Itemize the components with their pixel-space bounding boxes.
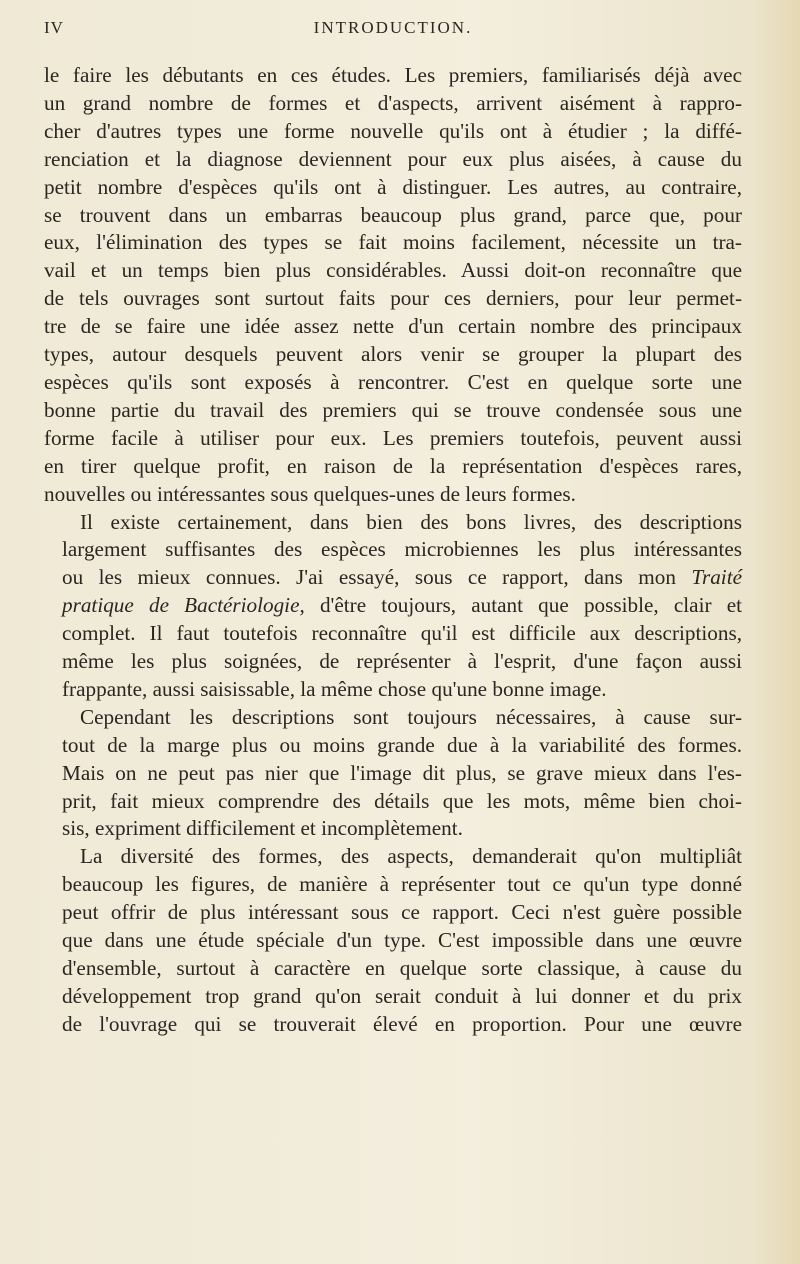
text-fragment: , d'être toujours, autant que possible, clair et — [299, 593, 742, 618]
text-line: frappante, aussi saisissable, la même chose qu'une bonne image. — [62, 676, 607, 701]
text-line: eux, l'élimination des types se fait moins facilement, nécessite un tra- — [44, 230, 742, 255]
text-line: Cependant les descriptions sont toujours nécessaires, à cause sur- — [80, 704, 742, 729]
text-line — [44, 592, 742, 620]
paragraph-2 — [44, 509, 742, 704]
text-line: sis, expriment difficilement et incomplètement. — [62, 816, 463, 841]
book-title-italic: pratique de Bactériologie — [62, 593, 300, 618]
paragraph-1 — [44, 62, 742, 509]
text-line: peut offrir de plus intéressant sous ce rapport. Ceci n'est guère possible — [62, 900, 742, 925]
running-head — [44, 18, 742, 44]
text-line: largement suffisantes des espèces microbiennes les plus intéressantes — [62, 537, 742, 562]
text-line: tout de la marge plus ou moins grande due à la variabilité des formes. — [62, 732, 742, 757]
text-line: beaucoup les figures, de manière à représenter tout ce qu'un type donné — [62, 872, 742, 897]
text-line: complet. Il faut toutefois reconnaître qu'il est difficile aux descriptions, — [62, 621, 742, 646]
text-line: de l'ouvrage qui se trouverait élevé en proportion. Pour une œuvre — [62, 1011, 742, 1036]
text-line: le faire les débutants en ces études. Les premiers, familiarisés déjà avec — [44, 63, 742, 87]
text-line: renciation et la diagnose deviennent pour eux plus aisées, à cause du — [44, 146, 742, 171]
text-line: Il existe certainement, dans bien des bons livres, des descriptions — [80, 509, 742, 534]
page-number: IV — [44, 18, 64, 37]
text-line: se trouvent dans un embarras beaucoup plus grand, parce que, pour — [44, 202, 742, 227]
text-line: vail et un temps bien plus considérables. Aussi doit-on reconnaître que — [44, 258, 742, 283]
book-title-italic: Traité — [691, 565, 742, 590]
text-line: prit, fait mieux comprendre des détails que les mots, même bien choi- — [62, 788, 742, 813]
text-fragment: ou les mieux connues. J'ai essayé, sous ce rapport, dans mon — [62, 565, 692, 590]
text-line — [44, 564, 742, 592]
text-line: petit nombre d'espèces qu'ils ont à distinguer. Les autres, au contraire, — [44, 174, 742, 199]
text-line: tre de se faire une idée assez nette d'un certain nombre des principaux — [44, 314, 742, 339]
text-line: développement trop grand qu'on serait conduit à lui donner et du prix — [62, 983, 742, 1008]
body-text — [44, 62, 742, 1039]
paragraph-3 — [44, 704, 742, 844]
text-line: nouvelles ou intéressantes sous quelques-unes de leurs formes. — [44, 481, 576, 506]
text-line: cher d'autres types une forme nouvelle qu'ils ont à étudier ; la diffé- — [44, 118, 742, 143]
text-line: même les plus soignées, de représenter à l'esprit, d'une façon aussi — [62, 649, 742, 674]
text-line: La diversité des formes, des aspects, demanderait qu'on multipliât — [80, 844, 742, 869]
text-line: de tels ouvrages sont surtout faits pour ces derniers, pour leur permet- — [44, 286, 742, 311]
text-line: types, autour desquels peuvent alors venir se grouper la plupart des — [44, 342, 742, 367]
text-line: forme facile à utiliser pour eux. Les premiers toutefois, peuvent aussi — [44, 425, 742, 450]
text-line: bonne partie du travail des premiers qui se trouve condensée sous une — [44, 397, 742, 422]
text-line: Mais on ne peut pas nier que l'image dit plus, se grave mieux dans l'es- — [62, 760, 742, 785]
text-line: espèces qu'ils sont exposés à rencontrer. C'est en quelque sorte une — [44, 369, 742, 394]
text-line: en tirer quelque profit, en raison de la représentation d'espèces rares, — [44, 453, 742, 478]
section-title: INTRODUCTION. — [313, 18, 473, 37]
text-line: d'ensemble, surtout à caractère en quelque sorte classique, à cause du — [62, 956, 742, 980]
paragraph-4 — [44, 843, 742, 1038]
text-line: que dans une étude spéciale d'un type. C'est impossible dans une œuvre — [62, 928, 742, 953]
text-line: un grand nombre de formes et d'aspects, arrivent aisément à rappro- — [44, 90, 742, 115]
